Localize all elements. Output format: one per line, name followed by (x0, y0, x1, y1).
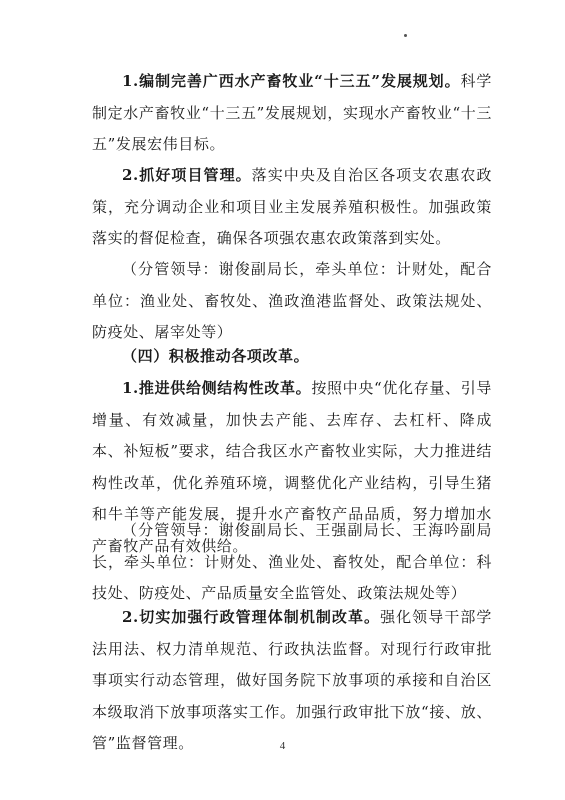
page-number: 4 (279, 740, 286, 752)
paragraph-admin-reform-heading: 2.切实加强行政管理体制机制改革。 (122, 608, 381, 626)
paragraph-responsibility-note-1-text: （分管领导：谢俊副局长，牵头单位：计财处，配合单位：渔业处、畜牧处、渔政渔港监督处、政策法规处、防疫处、屠宰处等） (92, 260, 492, 341)
paragraph-responsibility-note-2-text: （分管领导：谢俊副局长、王强副局长、王海吟副局长，牵头单位：计财处、渔业处、畜牧处，配合单位：科技处、防疫处、产品质量安全监管处、政策法规处等） (92, 521, 492, 602)
paragraph-responsibility-note-1 (92, 254, 492, 349)
paragraph-responsibility-note-2 (92, 515, 492, 610)
paragraph-project-management (92, 160, 492, 255)
paragraph-supply-side-reform-body: 按照中央“优化存量、引导增量、有效减量，加快去产能、去库存、去杠杆、降成本、补短板”要求，结合我区水产畜牧业实际，大力推进结构性改革，优化养殖环境，调整优化产业结构，引导生猪和牛羊等产能发展，提升水产畜牧产品品质，努力增加水产畜牧产品有效供给。 (92, 379, 492, 555)
scan-speck (404, 34, 407, 37)
paragraph-plan-body: 科学制定水产畜牧业“十三五”发展规划，实现水产畜牧业“十三五”发展宏伟目标。 (92, 72, 493, 153)
paragraph-plan (92, 66, 492, 161)
paragraph-admin-reform (92, 602, 492, 760)
section-heading-reform: （四）积极推动各项改革。 (122, 347, 310, 365)
paragraph-admin-reform-body: 强化领导干部学法用法、权力清单规范、行政执法监督。对现行行政审批事项实行动态管理，做好国务院下放事项的承接和自治区本级取消下放事项落实工作。加强行政审批下放“接、放、管”监督管理。 (92, 608, 492, 752)
paragraph-supply-side-reform-heading: 1.推进供给侧结构性改革。 (122, 379, 312, 397)
paragraph-plan-heading: 1.编制完善广西水产畜牧业“十三五”发展规划。 (122, 72, 461, 90)
paragraph-project-management-heading: 2.抓好项目管理。 (122, 166, 252, 184)
paragraph-project-management-body: 落实中央及自治区各项支农惠农政策，充分调动企业和项目业主发展养殖积极性。加强政策落实的督促检查，确保各项强农惠农政策落到实处。 (92, 166, 492, 247)
